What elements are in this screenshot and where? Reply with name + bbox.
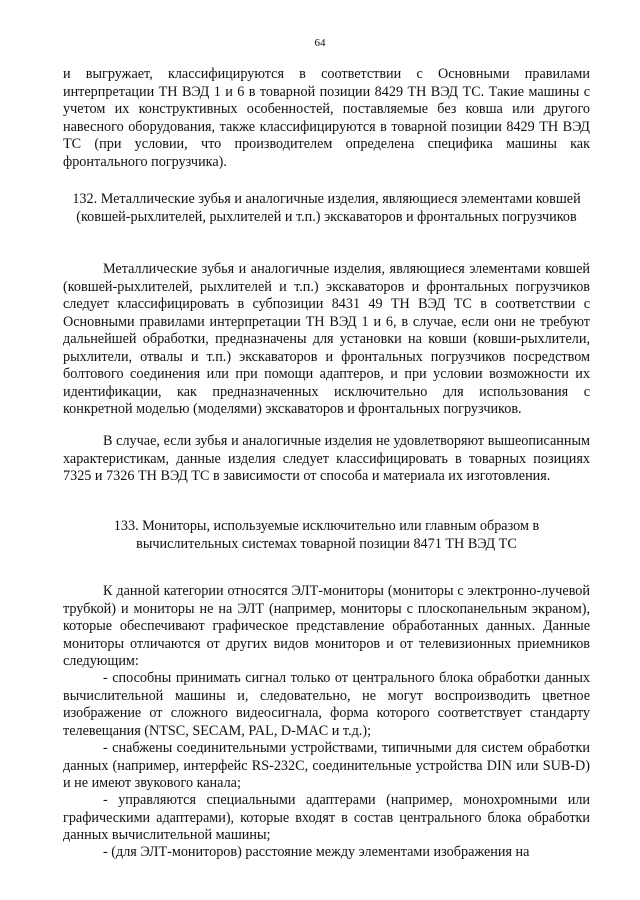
- section-heading-132: 132. Металлические зубья и аналогичные изделия, являющиеся элементами ковшей (ковшей-рыхлителей, рыхлителей и т.п.) экскаваторов и фронтальных погрузчиков: [72, 191, 581, 225]
- paragraph-continuation: и выгружает, классифицируются в соответствии с Основными правилами интерпретации ТН ВЭД 1 и 6 в товарной позиции 8429 ТН ВЭД ТС. Такие машины с учетом их конструктивных особенностей, поставляемые без ковша или другого навесного оборудования, также классифицируются в товарной позиции 8429 ТН ВЭД ТС (при условии, что производителем определена специфика машины как фронтального погрузчика).: [63, 66, 590, 170]
- list-item-adapters: - управляются специальными адаптерами (например, монохромными или графическими адаптерами), которые входят в состав центрального блока обработки данных вычислительной машины;: [63, 792, 590, 843]
- paragraph-132-body: Металлические зубья и аналогичные изделия, являющиеся элементами ковшей (ковшей-рыхлителей, рыхлителей и т.п.) экскаваторов и фронтальных погрузчиков следует классифицировать в субпозиции 8431 49 ТН ВЭД ТС в соответствии с Основными правилами интерпретации ТН ВЭД 1 и 6, в случае, если они не требуют дальнейшей обработки, предназначены для установки на ковши (ковши-рыхлители, рыхлители, отвалы и т.п.) экскаваторов и фронтальных погрузчиков посредством болтового соединения или при помощи адаптеров, и при условии возможности их идентификации, как предназначенных исключительно для использования с конкретной моделью (моделями) экскаваторов и фронтальных погрузчиков.: [63, 261, 590, 417]
- page-number: 64: [314, 37, 326, 49]
- list-item-signal: - способны принимать сигнал только от центрального блока обработки данных вычислительной машины и, следовательно, не могут воспроизводить цветное изображение от сложного видеосигнала, форма которого соответствует стандарту телевещания (NTSC, SECAM, PAL, D-MAC и т.д.);: [63, 670, 590, 739]
- list-item-crt-distance: - (для ЭЛТ-мониторов) расстояние между элементами изображения на: [103, 844, 530, 860]
- list-item-connectors: - снабжены соединительными устройствами, типичными для систем обработки данных (например, интерфейс RS-232C, соединительные устройства DIN или SUB-D) и не имеют звукового канала;: [63, 740, 590, 791]
- section-heading-133: 133. Мониторы, используемые исключительно или главным образом в вычислительных системах товарной позиции 8471 ТН ВЭД ТС: [113, 518, 540, 552]
- paragraph-133-intro: К данной категории относятся ЭЛТ-мониторы (мониторы с электронно-лучевой трубкой) и мониторы не на ЭЛТ (например, мониторы с плоскопанельным экраном), которые обеспечивают графическое представление обработанных данных. Данные мониторы отличаются от других видов мониторов и от телевизионных приемников следующим:: [63, 583, 590, 669]
- paragraph-132-exception: В случае, если зубья и аналогичные изделия не удовлетворяют вышеописанным характеристикам, данные изделия следует классифицировать в товарных позициях 7325 и 7326 ТН ВЭД ТС в зависимости от способа и материала их изготовления.: [63, 433, 590, 484]
